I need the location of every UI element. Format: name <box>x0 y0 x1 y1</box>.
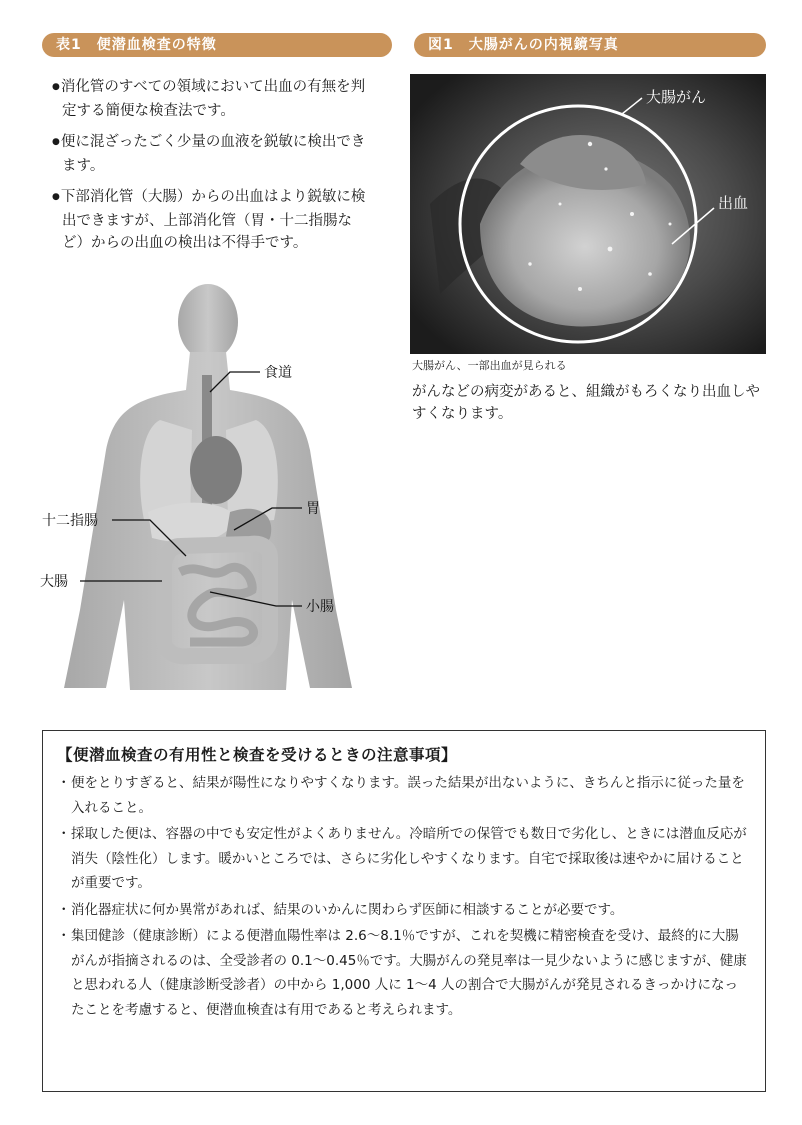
small-intestine-label: 小腸 <box>306 599 334 615</box>
figure1-header: 図1 大腸がんの内視鏡写真 <box>414 33 766 57</box>
bleeding-label: 出血 <box>718 194 749 212</box>
stomach-label: 胃 <box>306 501 320 517</box>
notes-item: ・ 採取した便は、容器の中でも安定性がよくありません。冷暗所での保管でも数日で劣化し、ときには潜血反応が消失（陰性化）します。暖かいところでは、さらに劣化しやすくなります。自宅で採取後は速やかに届けることが重要です。 <box>57 822 751 896</box>
duodenum-label: 十二指腸 <box>42 513 98 529</box>
table1-bullet: ● 消化管のすべての領域において出血の有無を判定する簡便な検査法です。 <box>52 76 372 122</box>
table1-bullet: ● 便に混ざったごく少量の血液を鋭敏に検出できます。 <box>52 131 372 177</box>
notes-title: 【便潜血検査の有用性と検査を受けるときの注意事項】 <box>57 746 458 764</box>
table1-header: 表1 便潜血検査の特徴 <box>42 33 392 57</box>
colon-label: 大腸 <box>40 574 68 590</box>
figure1-description: がんなどの病変があると、組織がもろくなり出血しやすくなります。 <box>412 384 760 422</box>
anatomy-illustration <box>40 280 380 700</box>
table1-bullet: ● 下部消化管（大腸）からの出血はより鋭敏に検出できますが、上部消化管（胃・十二指腸など）からの出血の検出は不得手です。 <box>52 186 372 254</box>
cancer-label: 大腸がん <box>646 88 707 106</box>
notes-item: ・ 集団健診（健康診断）による便潜血陽性率は 2.6〜8.1％ですが、これを契機に精密検査を受け、最終的に大腸がんが指摘されるのは、全受診者の 0.1〜0.45％です。大腸がんの発見率は一見少ないように感じますが、健康と思われる人（健康診断受診者）の中から 1,000 人に 1〜4 人の割合で大腸がんが発見されるきっかけになったことを考慮すると、便潜血検査は有用であると考えられます。 <box>57 924 751 1022</box>
head-silhouette <box>178 284 238 360</box>
heart <box>190 436 242 504</box>
table1-bullet-list <box>52 76 372 263</box>
endoscope-photo <box>410 74 766 354</box>
notes-list <box>57 771 751 1022</box>
esophagus-label: 食道 <box>264 365 292 381</box>
figure1-caption: 大腸がん、一部出血が見られる <box>412 359 567 372</box>
notes-box <box>42 730 766 1092</box>
notes-item: ・ 消化器症状に何か異常があれば、結果のいかんに関わらず医師に相談することが必要です。 <box>57 898 751 923</box>
notes-item: ・ 便をとりすぎると、結果が陽性になりやすくなります。誤った結果が出ないように、きちんと指示に従った量を入れること。 <box>57 771 751 820</box>
